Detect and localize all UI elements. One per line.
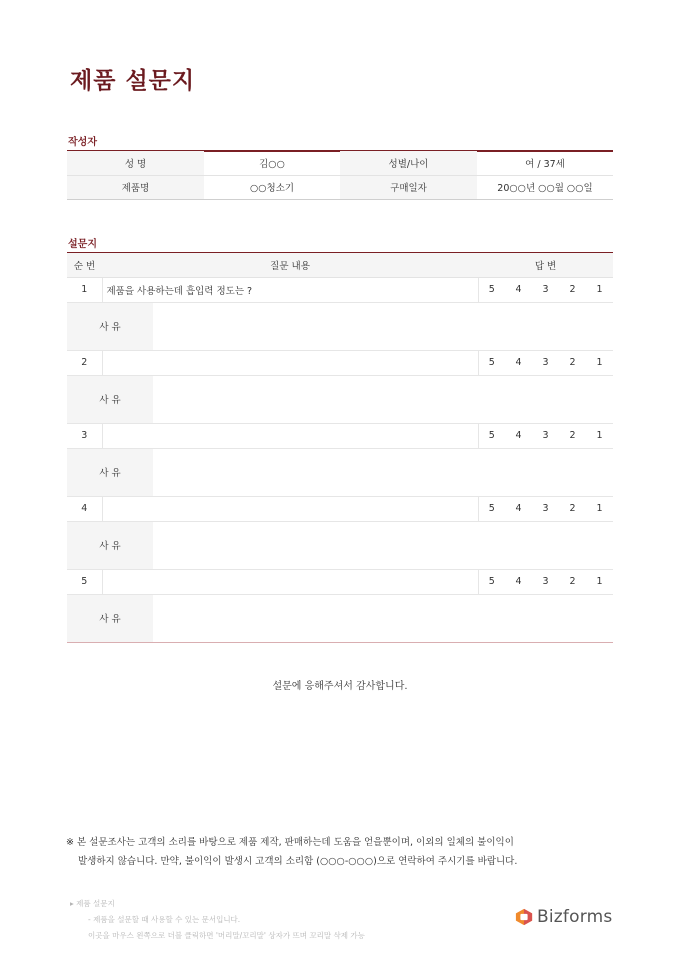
score-option[interactable]: 3 — [532, 569, 559, 594]
score-option[interactable]: 4 — [505, 350, 532, 375]
score-option[interactable]: 2 — [559, 277, 586, 302]
score-option[interactable]: 1 — [586, 277, 613, 302]
score-option[interactable]: 1 — [586, 496, 613, 521]
reason-label: 사 유 — [67, 448, 153, 496]
purchase-date-value[interactable]: 20○○년 ○○월 ○○일 — [477, 175, 613, 199]
score-option[interactable]: 5 — [478, 496, 505, 521]
reason-label: 사 유 — [67, 594, 153, 642]
product-label: 제품명 — [67, 175, 204, 199]
score-option[interactable]: 4 — [505, 277, 532, 302]
gender-age-label: 성별/나이 — [340, 151, 477, 175]
gender-age-value[interactable]: 여 / 37세 — [477, 151, 613, 175]
reason-label: 사 유 — [67, 375, 153, 423]
notice — [66, 833, 517, 871]
reason-input[interactable] — [153, 448, 613, 496]
question-number: 1 — [67, 277, 102, 302]
question-row — [67, 496, 613, 521]
brand-name: Bizforms — [537, 907, 613, 927]
question-row — [67, 350, 613, 375]
reason-row — [67, 375, 613, 423]
reason-input[interactable] — [153, 302, 613, 350]
product-value[interactable]: ○○청소기 — [204, 175, 340, 199]
survey-section-label: 설문지 — [68, 239, 97, 250]
author-row — [67, 175, 613, 199]
score-option[interactable]: 5 — [478, 569, 505, 594]
question-number: 2 — [67, 350, 102, 375]
author-section-label: 작성자 — [68, 137, 97, 148]
question-text[interactable] — [102, 350, 478, 375]
score-option[interactable]: 1 — [586, 350, 613, 375]
survey-header-row — [67, 253, 613, 277]
thanks-message: 설문에 응해주셔서 감사합니다. — [272, 681, 408, 692]
question-row — [67, 423, 613, 448]
score-option[interactable]: 3 — [532, 277, 559, 302]
question-row — [67, 277, 613, 302]
author-row — [67, 151, 613, 175]
reason-input[interactable] — [153, 594, 613, 642]
score-option[interactable]: 4 — [505, 423, 532, 448]
score-option[interactable]: 2 — [559, 350, 586, 375]
reason-label: 사 유 — [67, 302, 153, 350]
question-number: 3 — [67, 423, 102, 448]
page-title: 제품 설문지 — [70, 68, 196, 94]
purchase-date-label: 구매일자 — [340, 175, 477, 199]
header-no: 순 번 — [67, 253, 102, 277]
footer-line-3: 이곳을 마우스 왼쪽으로 더블 클릭하면 '머리말/꼬리말' 상자가 뜨며 꼬리말 삭제 가능 — [88, 931, 365, 940]
score-option[interactable]: 1 — [586, 423, 613, 448]
score-option[interactable]: 4 — [505, 569, 532, 594]
question-row — [67, 569, 613, 594]
score-option[interactable]: 3 — [532, 423, 559, 448]
reason-input[interactable] — [153, 521, 613, 569]
header-question: 질문 내용 — [102, 253, 478, 277]
question-text[interactable]: 제품을 사용하는데 흡입력 정도는 ? — [102, 277, 478, 302]
notice-line-1: ※ 본 설문조사는 고객의 소리를 바탕으로 제품 제작, 판매하는데 도움을 얻을뿐이며, 이외의 일체의 불이익이 — [66, 837, 514, 848]
author-table — [67, 151, 613, 200]
question-text[interactable] — [102, 496, 478, 521]
score-option[interactable]: 3 — [532, 350, 559, 375]
score-option[interactable]: 5 — [478, 277, 505, 302]
question-text[interactable] — [102, 569, 478, 594]
brand-logo — [515, 907, 612, 927]
name-label: 성 명 — [67, 151, 204, 175]
survey-table — [67, 253, 613, 643]
question-text[interactable] — [102, 423, 478, 448]
reason-row — [67, 302, 613, 350]
reason-row — [67, 521, 613, 569]
score-option[interactable]: 5 — [478, 350, 505, 375]
footer-note[interactable] — [70, 896, 365, 944]
name-value[interactable]: 김○○ — [204, 151, 340, 175]
reason-row — [67, 448, 613, 496]
reason-input[interactable] — [153, 375, 613, 423]
score-option[interactable]: 3 — [532, 496, 559, 521]
footer-line-1: ▸ 제품 설문지 — [70, 899, 115, 908]
score-option[interactable]: 2 — [559, 423, 586, 448]
bizforms-logo-icon — [515, 908, 533, 926]
score-option[interactable]: 4 — [505, 496, 532, 521]
question-number: 5 — [67, 569, 102, 594]
reason-label: 사 유 — [67, 521, 153, 569]
score-option[interactable]: 2 — [559, 496, 586, 521]
footer-line-2: - 제품을 설문할 때 사용할 수 있는 문서입니다. — [88, 915, 241, 924]
score-option[interactable]: 1 — [586, 569, 613, 594]
score-option[interactable]: 2 — [559, 569, 586, 594]
header-answer: 답 변 — [478, 253, 613, 277]
score-option[interactable]: 5 — [478, 423, 505, 448]
question-number: 4 — [67, 496, 102, 521]
notice-line-2: 발생하지 않습니다. 만약, 불이익이 발생시 고객의 소리함 (○○○-○○○)으로 연락하여 주시기를 바랍니다. — [78, 856, 518, 867]
reason-row — [67, 594, 613, 642]
